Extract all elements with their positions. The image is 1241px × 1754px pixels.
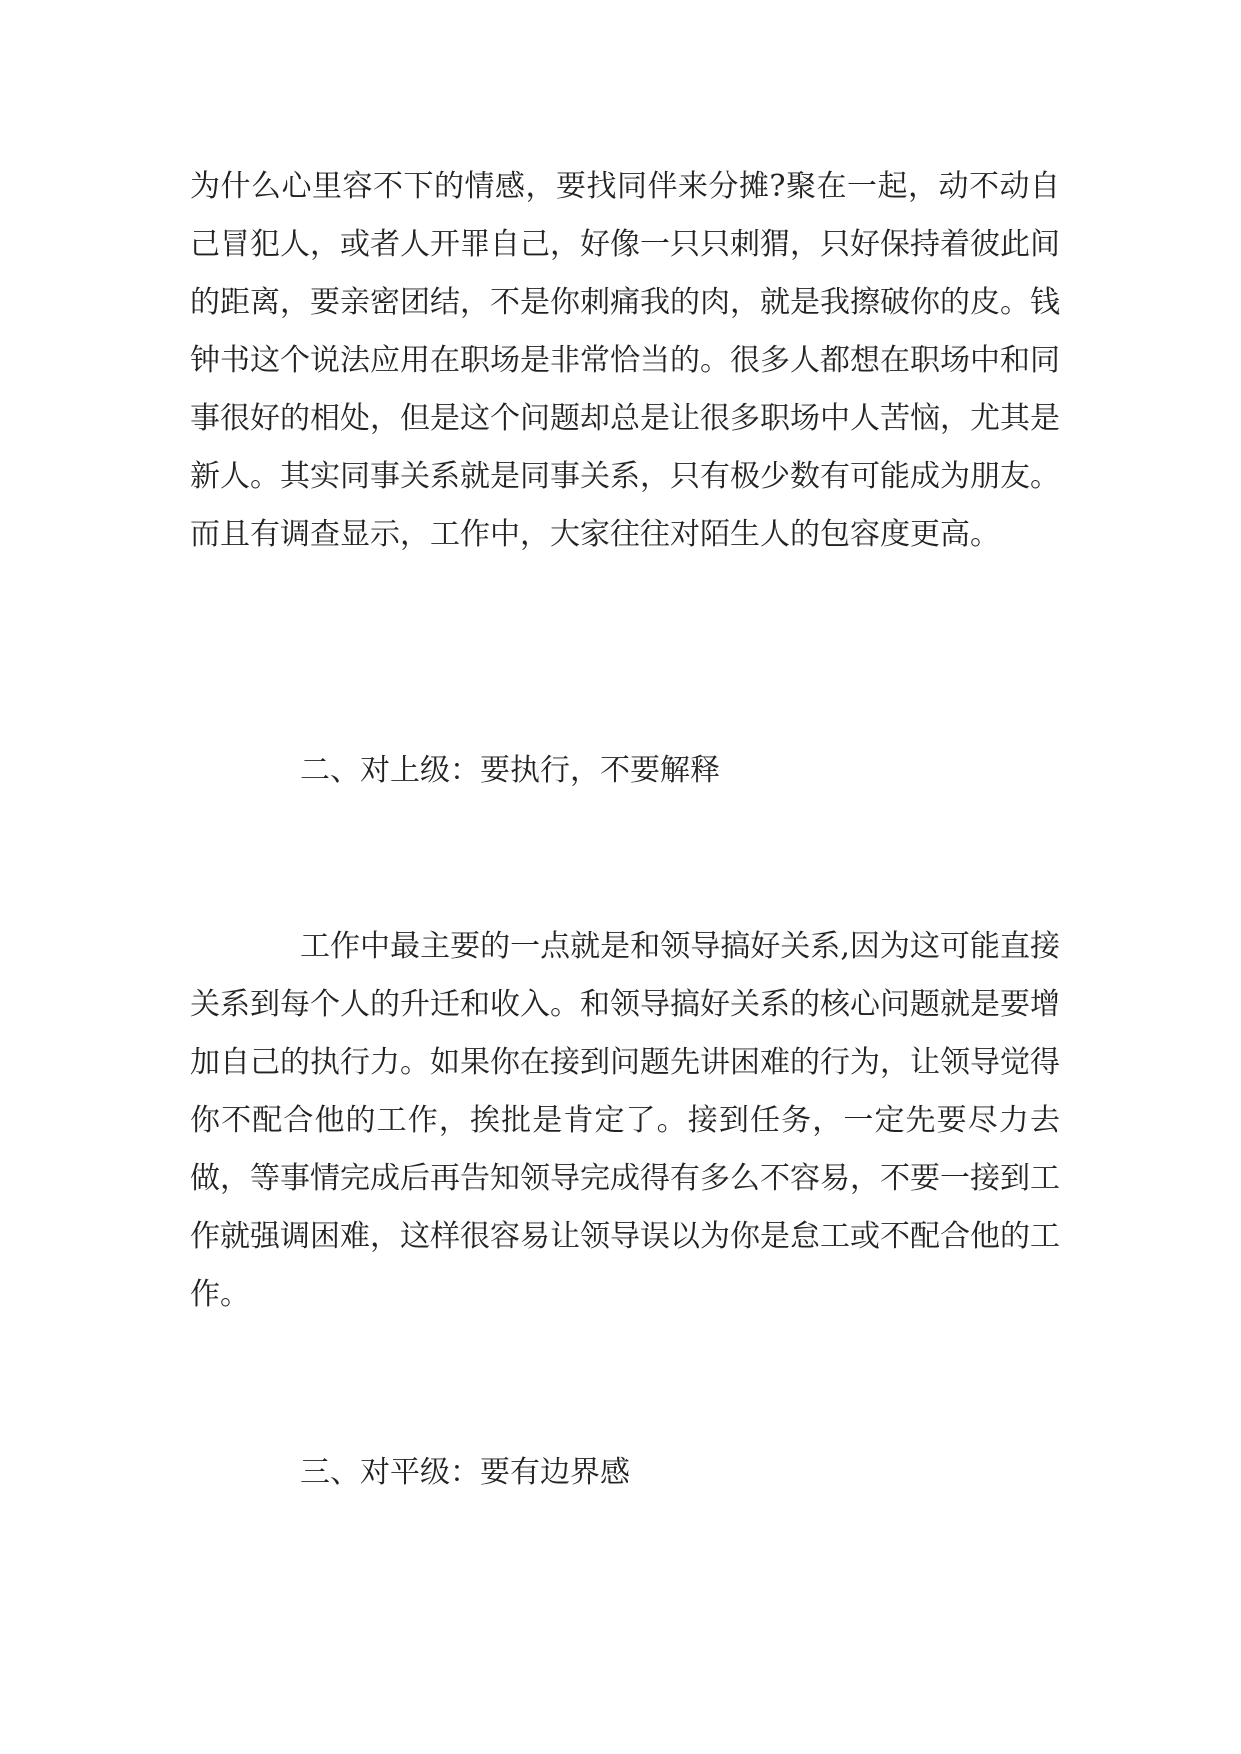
section-heading: 二、对上级：要执行，不要解释 [300, 753, 720, 788]
body-paragraph: 工作中最主要的一点就是和领导搞好关系,因为这可能直接关系到每个人的升迁和收入。和领导搞好关系的核心问题就是要增加自己的执行力。如果你在接到问题先讲困难的行为，让领导觉得你不配合他的工作，挨批是肯定了。接到任务，一定先要尽力去做，等事情完成后再告知领导完成得有多么不容易，不要一接到工作就强调困难，这样很容易让领导误以为你是怠工或不配合他的工作。 [190, 929, 1060, 1312]
body-paragraph: 为什么心里容不下的情感，要找同伴来分摊?聚在一起，动不动自己冒犯人，或者人开罪自己，好像一只只刺猬，只好保持着彼此间的距离，要亲密团结，不是你刺痛我的肉，就是我擦破你的皮。钱钟书这个说法应用在职场是非常恰当的。很多人都想在职场中和同事很好的相处，但是这个问题却总是让很多职场中人苦恼，尤其是新人。其实同事关系就是同事关系，只有极少数有可能成为朋友。而且有调查显示，工作中，大家往往对陌生人的包容度更高。 [190, 169, 1060, 552]
section-heading: 三、对平级：要有边界感 [300, 1455, 630, 1490]
